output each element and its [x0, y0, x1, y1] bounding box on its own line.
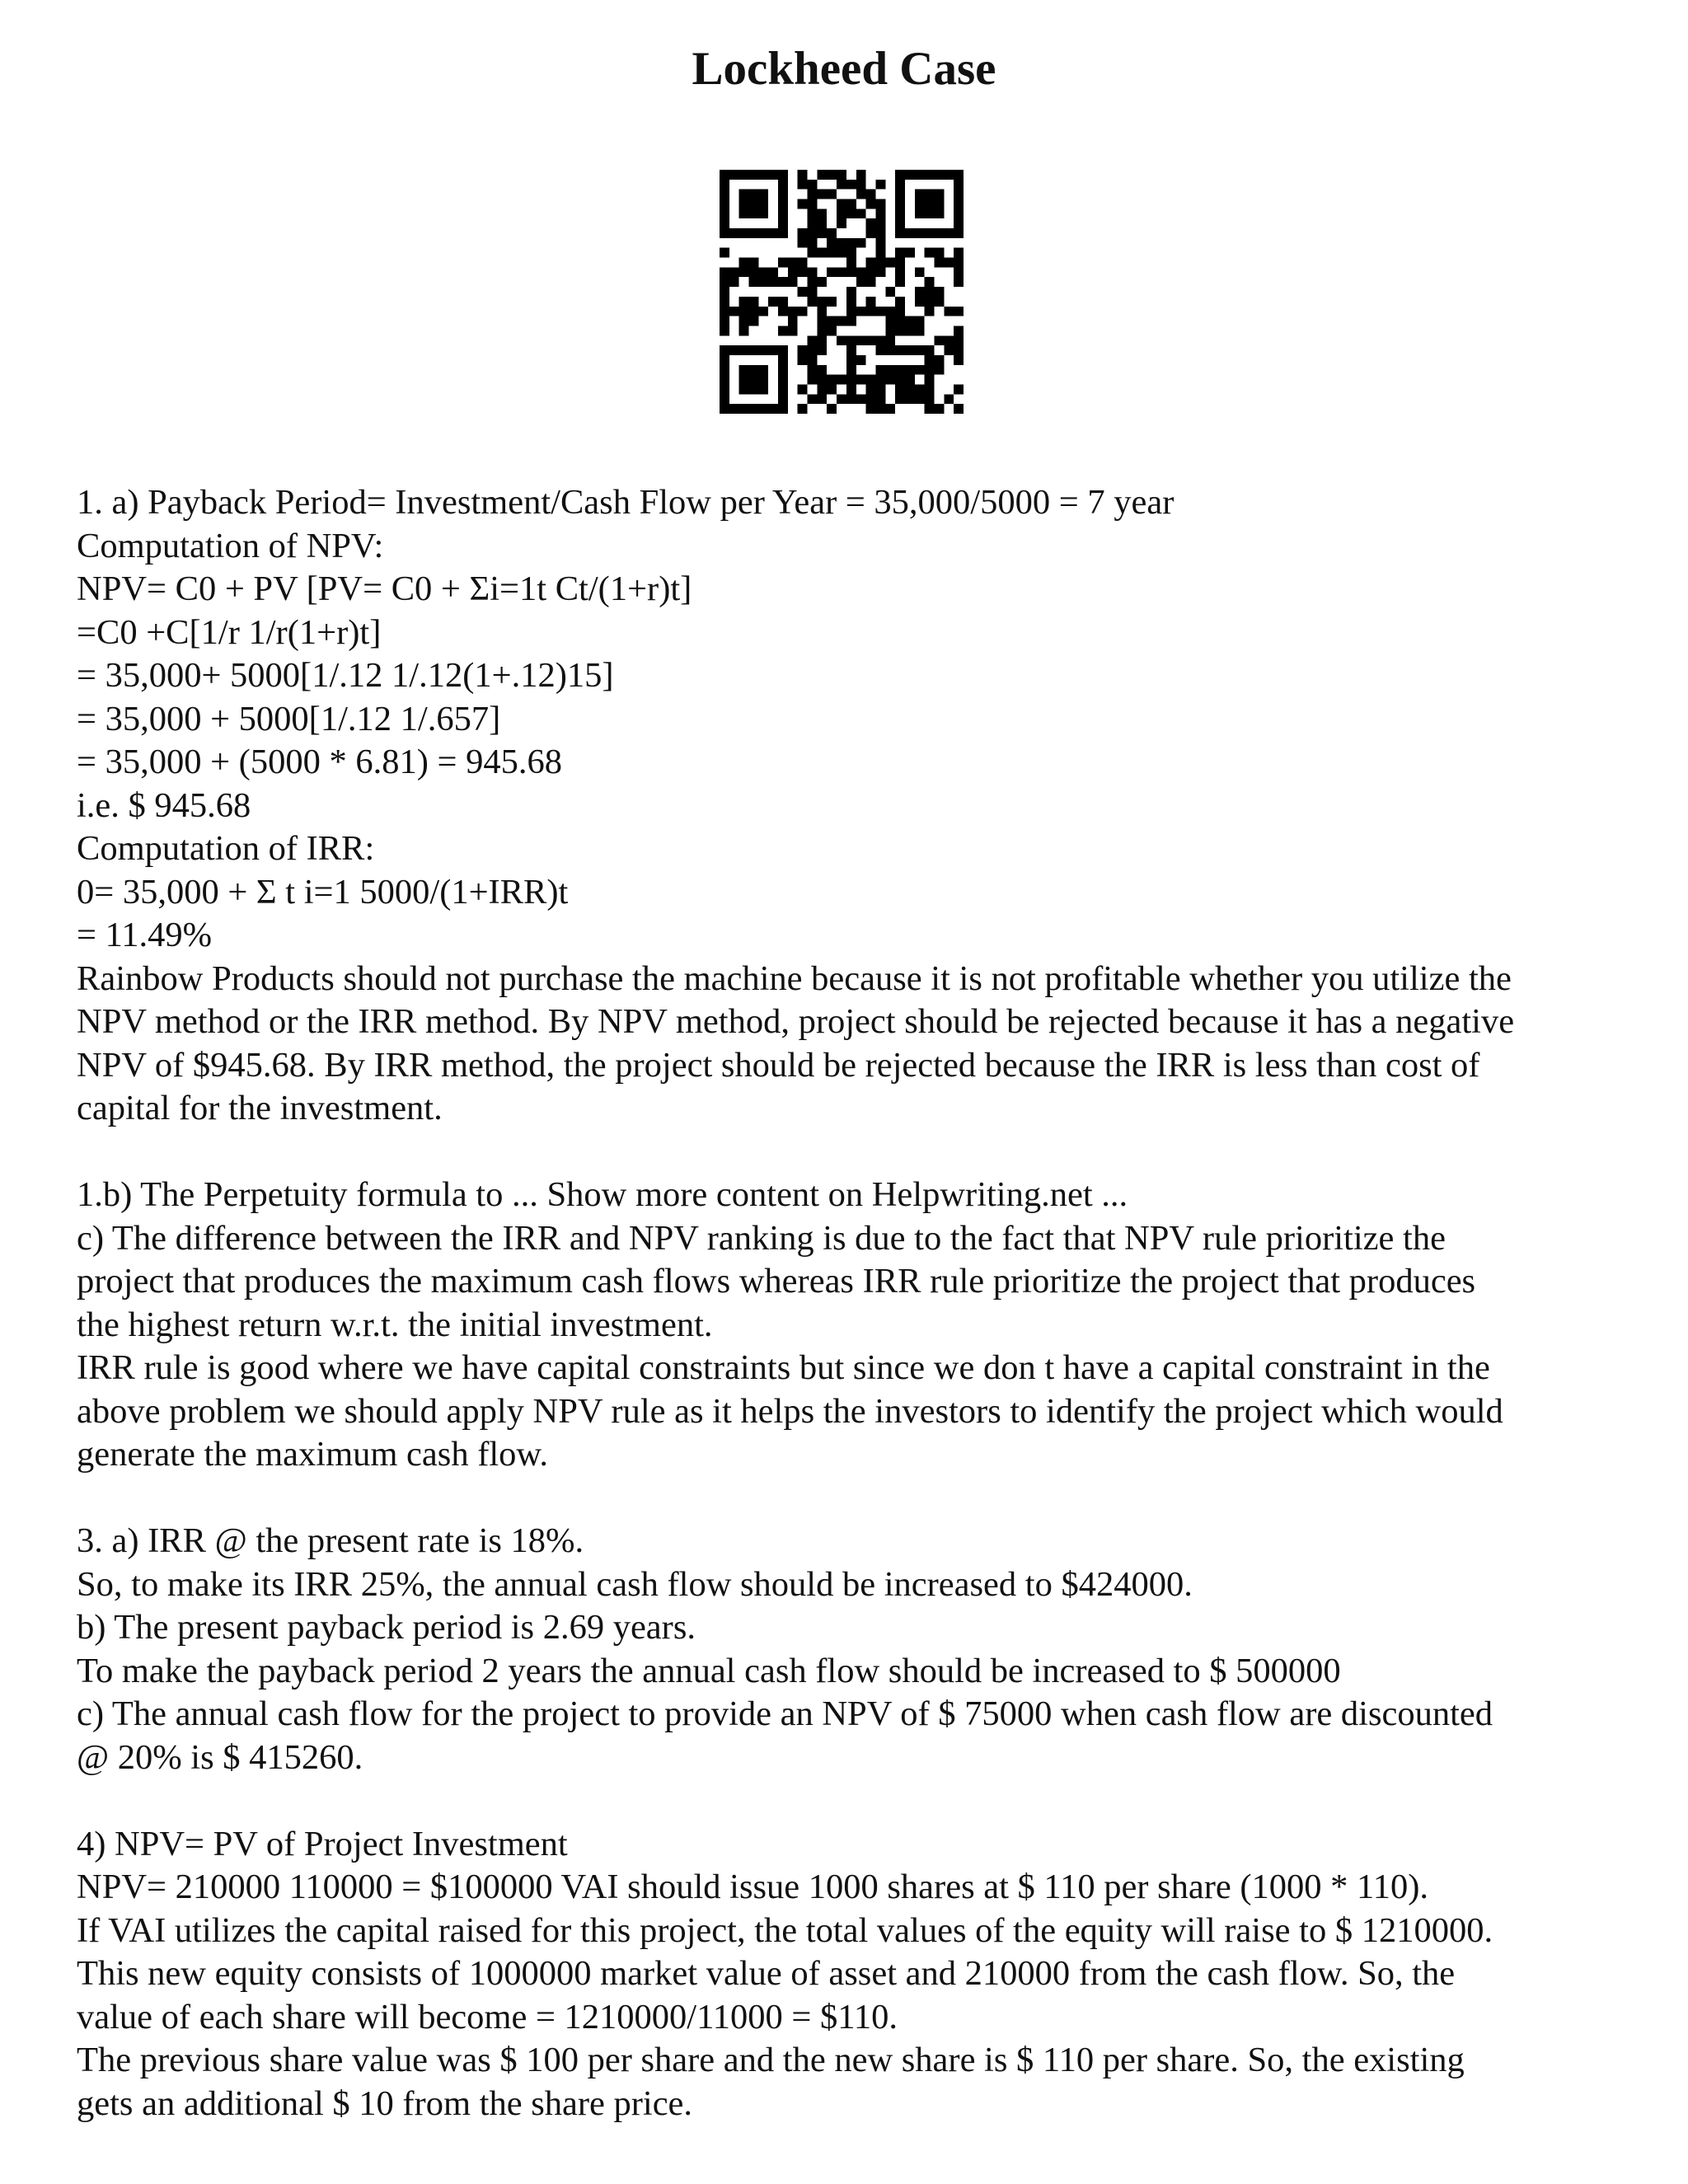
text-line: NPV method or the IRR method. By NPV method, project should be rejected because it has a negative	[77, 1002, 1515, 1041]
text-line: @ 20% is $ 415260.	[77, 1737, 363, 1777]
text-line: 4) NPV= PV of Project Investment	[77, 1824, 568, 1863]
text-line: b) The present payback period is 2.69 years.	[77, 1608, 696, 1647]
text-line: the highest return w.r.t. the initial investment.	[77, 1305, 713, 1344]
section-question-1b-1c	[77, 1174, 1643, 1477]
text-line: c) The difference between the IRR and NPV ranking is due to the fact that NPV rule prioritize the	[77, 1218, 1446, 1258]
paragraph-gap	[77, 1779, 1643, 1823]
section-question-3	[77, 1520, 1643, 1779]
text-line: If VAI utilizes the capital raised for this project, the total values of the equity will raise to $ 1210000.	[77, 1910, 1493, 1950]
text-line: project that produces the maximum cash flows whereas IRR rule prioritize the project that produces	[77, 1262, 1476, 1301]
text-line: Computation of NPV:	[77, 526, 384, 565]
text-line: value of each share will become = 1210000/11000 = $110.	[77, 1997, 898, 2036]
text-line: capital for the investment.	[77, 1089, 443, 1127]
document-body	[77, 481, 1643, 2125]
text-line: NPV= 210000 110000 = $100000 VAI should issue 1000 shares at $ 110 per share (1000 * 110).	[77, 1868, 1428, 1906]
text-line: = 35,000 + 5000[1/.12 1/.657]	[77, 699, 501, 738]
text-line: Computation of IRR:	[77, 829, 375, 868]
text-line: Rainbow Products should not purchase the machine because it is not profitable whether you utilize the	[77, 958, 1512, 998]
text-line: 0= 35,000 + Σ t i=1 5000/(1+IRR)t	[77, 872, 569, 912]
text-line: 1. a) Payback Period= Investment/Cash Flow per Year = 35,000/5000 = 7 year	[77, 483, 1175, 522]
text-line: IRR rule is good where we have capital constraints but since we don t have a capital constraint in the	[77, 1348, 1490, 1387]
text-line: above problem we should apply NPV rule as it helps the investors to identify the project which would	[77, 1391, 1503, 1431]
qr-code-icon	[720, 170, 964, 414]
section-question-1a	[77, 481, 1643, 1131]
text-line: NPV= C0 + PV [PV= C0 + Σi=1t Ct/(1+r)t]	[77, 569, 692, 608]
text-line: =C0 +C[1/r 1/r(1+r)t]	[77, 612, 382, 652]
text-line: The previous share value was $ 100 per share and the new share is $ 110 per share. So, the existing	[77, 2041, 1465, 2079]
text-line: This new equity consists of 1000000 market value of asset and 210000 from the cash flow. So, the	[77, 1954, 1456, 1993]
text-line: So, to make its IRR 25%, the annual cash flow should be increased to $424000.	[77, 1564, 1193, 1604]
section-question-4	[77, 1823, 1643, 2126]
paragraph-gap	[77, 1131, 1643, 1174]
paragraph-gap	[77, 1477, 1643, 1521]
text-line: = 35,000 + (5000 * 6.81) = 945.68	[77, 743, 562, 781]
text-line: c) The annual cash flow for the project to provide an NPV of $ 75000 when cash flow are discounted	[77, 1694, 1493, 1733]
text-line: = 11.49%	[77, 916, 213, 954]
text-line: = 35,000+ 5000[1/.12 1/.12(1+.12)15]	[77, 656, 614, 695]
text-line: generate the maximum cash flow.	[77, 1435, 548, 1474]
text-line: gets an additional $ 10 from the share price.	[77, 2083, 693, 2123]
page-title: Lockheed Case	[692, 43, 996, 95]
text-line: NPV of $945.68. By IRR method, the project should be rejected because the IRR is less than cost of	[77, 1045, 1480, 1085]
text-line: To make the payback period 2 years the annual cash flow should be increased to $ 500000	[77, 1651, 1341, 1690]
text-line: i.e. $ 945.68	[77, 785, 251, 825]
text-line: 3. a) IRR @ the present rate is 18%.	[77, 1521, 584, 1560]
text-line: 1.b) The Perpetuity formula to ... Show more content on Helpwriting.net ...	[77, 1175, 1128, 1214]
